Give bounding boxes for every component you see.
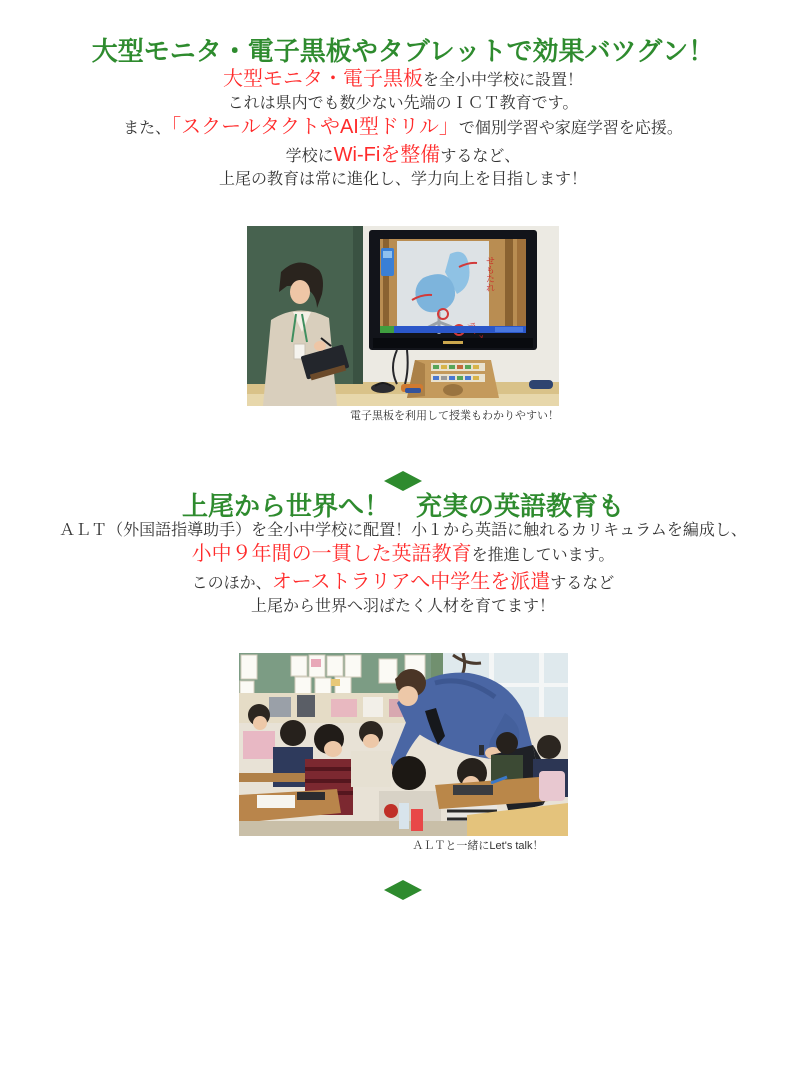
apps-line-pre: また、	[123, 120, 172, 137]
apps-line-post: で個別学習や家庭学習を応援。	[458, 120, 683, 137]
english-line	[0, 541, 806, 569]
install-line	[0, 66, 806, 94]
speaker-box	[407, 360, 499, 398]
photo1-caption: 電子黒板を利用して授業もわかりやすい！	[350, 410, 559, 422]
electronic-blackboard-monitor	[369, 230, 537, 350]
photo-electronic-blackboard-image	[247, 226, 559, 406]
evolve-line: 上尾の教育は常に進化し、学力向上を目指します！	[218, 171, 587, 188]
wifi-line-post: するなど、	[440, 148, 521, 165]
section-ict-heading: 大型モニタ・電子黒板やタブレットで効果バツグン！	[91, 36, 715, 66]
photo-alt-classroom	[239, 653, 568, 836]
install-line-highlight: 大型モニタ・電子黒板	[222, 68, 423, 90]
australia-line-pre: このほか、	[191, 575, 272, 592]
australia-line-post: するなど	[550, 575, 615, 592]
english-line-rest: を推進しています。	[471, 547, 615, 564]
wifi-line-highlight: Wi-Fiを整備	[333, 144, 441, 166]
section-english-heading: 上尾から世界へ！ 充実の英語教育も	[181, 491, 624, 521]
photo-electronic-blackboard	[247, 226, 559, 406]
alt-line: ＡＬＴ（外国語指導助手）を全小中学校に配置！小１から英語に触れるカリキュラムを編成し、	[59, 522, 747, 539]
section-divider-1	[0, 471, 806, 491]
australia-line-highlight: オーストラリアへ中学生を派遣	[271, 571, 551, 593]
apps-line-highlight: 「スクールタクトやAI型ドリル」	[171, 116, 459, 138]
diamond-divider-icon	[384, 471, 422, 491]
section-ict	[0, 36, 806, 424]
photo-alt-classroom-image	[239, 653, 568, 836]
wifi-line-pre: 学校に	[285, 148, 334, 165]
ict-line: これは県内でも数少ない先端のＩＣＴ教育です。	[227, 95, 579, 112]
wifi-line	[0, 142, 806, 170]
section-english	[0, 491, 806, 854]
english-line-highlight: 小中９年間の一貫した英語教育	[191, 543, 472, 565]
photo-alt-classroom-figure	[239, 653, 568, 854]
australia-line	[0, 569, 806, 597]
world-line: 上尾から世界へ羽ばたく人材を育てます！	[250, 598, 555, 615]
diamond-divider-icon	[384, 880, 422, 900]
photo-electronic-blackboard-figure	[247, 226, 559, 424]
screen-note-vertical: せもたれ	[485, 256, 495, 292]
install-line-rest: を全小中学校に設置！	[422, 72, 583, 89]
apps-line	[0, 114, 806, 142]
photo2-caption: ＡＬＴと一緒にLet's talk！	[412, 840, 544, 852]
section-divider-2	[0, 880, 806, 900]
